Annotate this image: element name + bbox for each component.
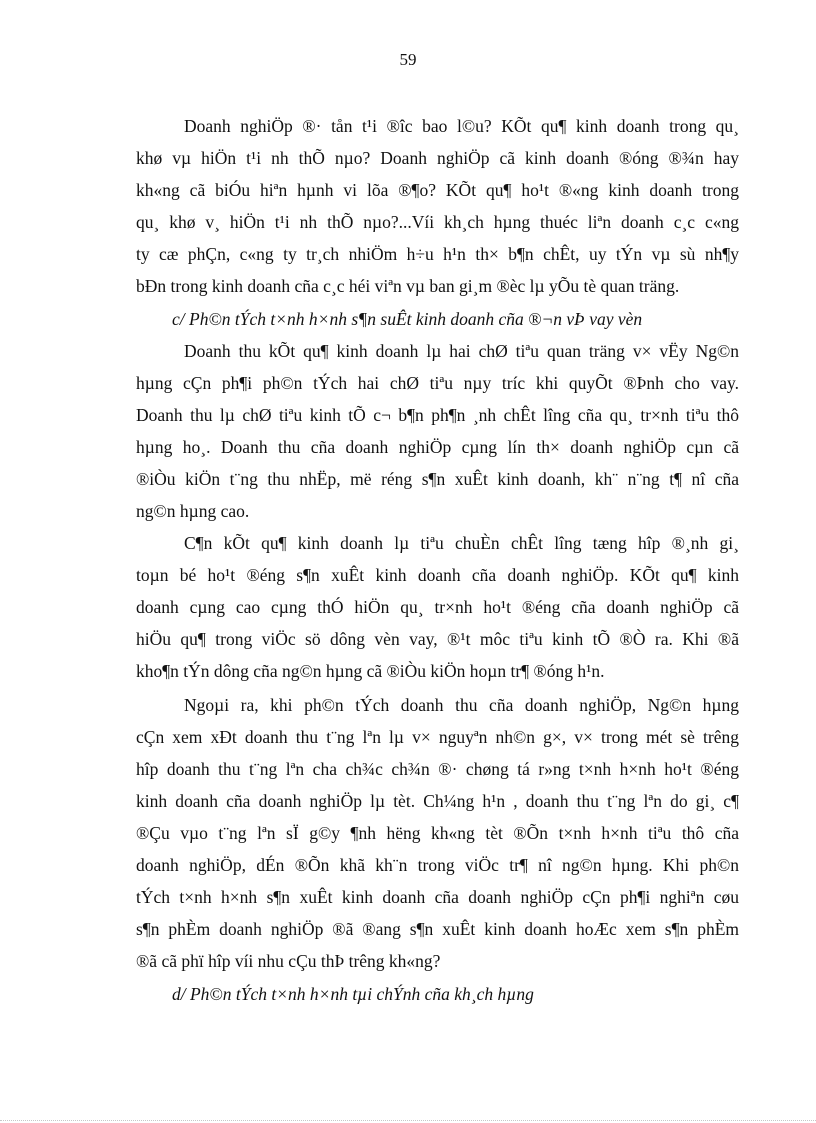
text-line: hµng ho¸. Doanh thu cña doanh nghiÖp cµng lín th× doanh nghiÖp cµn cã	[136, 437, 739, 457]
text-line: cÇn xem xÐt doanh thu t¨ng lªn lµ v× nguyªn nh©n g×, v× trong mét sè trêng	[136, 727, 739, 747]
text-line: khø vµ hiÖn t¹i nh thÕ nµo? Doanh nghiÖp cã kinh doanh ®óng ®¾n hay	[136, 148, 739, 168]
text-line: Doanh thu kÕt qu¶ kinh doanh lµ hai chØ tiªu quan träng v× vËy Ng©n	[184, 341, 739, 361]
text-line: hîp doanh thu t¨ng lªn cha ch¾c ch¾n ®· chøng tá r»ng t×nh h×nh ho¹t ®éng	[136, 759, 739, 779]
text-line: doanh cµng cao cµng thÓ hiÖn qu¸ tr×nh ho¹t ®éng cña doanh nghiÖp cã	[136, 597, 739, 617]
text-line: kho¶n tÝn dông cña ng©n hµng cã ®iÒu kiÖn hoµn tr¶ ®óng h¹n.	[136, 661, 605, 681]
text-line: ng©n hµng cao.	[136, 501, 250, 521]
page-bottom-border	[0, 1120, 816, 1121]
text-line: Doanh thu lµ chØ tiªu kinh tÕ c¬ b¶n ph¶n ¸nh chÊt lîng cña qu¸ tr×nh tiªu thô	[136, 405, 739, 425]
text-line: hµng cÇn ph¶i ph©n tÝch hai chØ tiªu nµy tríc khi quyÕt ®Þnh cho vay.	[136, 373, 739, 393]
text-line: ®Çu vµo t¨ng lªn sÏ g©y ¶nh hëng kh«ng tèt ®Õn t×nh h×nh tiªu thô cña	[136, 823, 739, 843]
section-heading: d/ Ph©n tÝch t×nh h×nh tµi chÝnh cña kh¸ch hµng	[172, 984, 534, 1004]
text-line: ty cæ phÇn, c«ng ty tr¸ch nhiÖm h÷u h¹n th× b¶n chÊt, uy tÝn vµ sù nh¶y	[136, 244, 739, 264]
text-line: C¶n kÕt qu¶ kinh doanh lµ tiªu chuÈn chÊt lîng tæng hîp ®¸nh gi¸	[184, 533, 739, 553]
text-line: toµn bé ho¹t ®éng s¶n xuÊt kinh doanh cña doanh nghiÖp. KÕt qu¶ kinh	[136, 565, 739, 585]
text-line: ®ã cã phï hîp víi nhu cÇu thÞ trêng kh«ng?	[136, 951, 441, 971]
text-line: kinh doanh cña doanh nghiÖp lµ tèt. Ch¼ng h¹n , doanh thu t¨ng lªn do gi¸ c¶	[136, 791, 739, 811]
text-line: bÐn trong kinh doanh cña c¸c héi viªn vµ ban gi¸m ®èc lµ yÕu tè quan träng.	[136, 276, 680, 296]
page-number: 59	[399, 50, 417, 69]
text-line: s¶n phÈm doanh nghiÖp ®ã ®ang s¶n xuÊt kinh doanh hoÆc xem s¶n phÈm	[136, 919, 739, 939]
text-line: doanh nghiÖp, dÉn ®Õn khã kh¨n trong viÖc tr¶ nî ng©n hµng. Khi ph©n	[136, 855, 739, 875]
text-line: ®iÒu kiÖn t¨ng thu nhËp, më réng s¶n xuÊt kinh doanh, kh¨ n¨ng t¶ nî cña	[136, 469, 739, 489]
text-line: Doanh nghiÖp ®· tån t¹i ®îc bao l©u? KÕt qu¶ kinh doanh trong qu¸	[184, 116, 739, 136]
section-heading: c/ Ph©n tÝch t×nh h×nh s¶n suÊt kinh doanh cña ®¬n vÞ vay vèn	[172, 309, 643, 329]
text-line: Ngoµi ra, khi ph©n tÝch doanh thu cña doanh nghiÖp, Ng©n hµng	[184, 695, 739, 715]
text-line: tÝch t×nh h×nh s¶n xuÊt kinh doanh cña doanh nghiÖp cÇn ph¶i nghiªn cøu	[136, 887, 739, 907]
text-line: qu¸ khø v¸ hiÖn t¹i nh thÕ nµo?...Víi kh¸ch hµng thuéc liªn doanh c¸c c«ng	[136, 212, 739, 232]
text-line: hiÖu qu¶ trong viÖc sö dông vèn vay, ®¹t môc tiªu kinh tÕ ®Ò ra. Khi ®ã	[136, 629, 739, 649]
text-line: kh«ng cã biÓu hiªn hµnh vi lõa ®¶o? KÕt qu¶ ho¹t ®«ng kinh doanh trong	[136, 180, 739, 200]
